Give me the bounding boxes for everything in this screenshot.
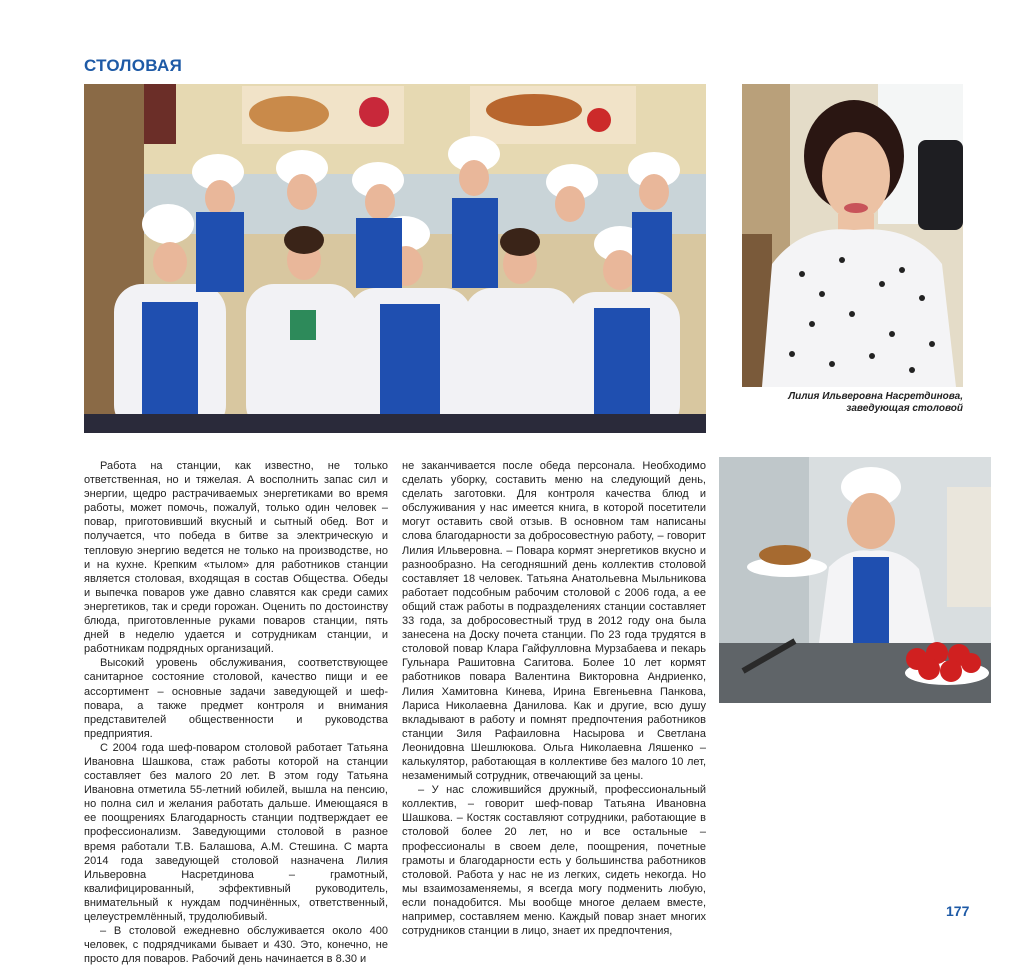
paragraph: С 2004 года шеф-поваром столовой работает Татьяна Ивановна Шашкова, стаж работы которой на станции составляет без малого 20 лет. В этом году Татьяна Ивановна отметила 55-летний юбилей, вышла на пенсию, но полна сил и желания работать дальше. Имеющаяся в ее поощрениях Благодарность станции подтверждает ее профессионализм. Заведующими столовой в разное время работали Т.В. Балашова, А.М. Стешина. С марта 2014 года заведующей столовой назначена Лилия Ильверовна Насретдинова – грамотный, квалифицированный, эффективный руководитель, внимательный к нуждам подчинённых, ответственный, целеустремлённый, трудолюбивый. bbox=[84, 741, 388, 923]
section-title: СТОЛОВАЯ bbox=[84, 56, 183, 75]
article-column-left bbox=[84, 459, 388, 966]
caption-name: Лилия Ильверовна Насретдинова, bbox=[788, 391, 963, 402]
group-photo bbox=[84, 84, 706, 433]
paragraph: – В столовой ежедневно обслуживается около 400 человек, с подрядчиками бывает и 430. Это, конечно, не просто для поваров. Рабочий день начинается в 8.30 и bbox=[84, 925, 388, 966]
chef-photo bbox=[719, 457, 991, 703]
paragraph: – У нас сложившийся дружный, профессиональный коллектив, – говорит шеф-повар Татьяна Ивановна Шашкова. – Костяк составляют сотрудники, работающие в столовой более 20 лет, но и все остальные – профессионалы в своем деле, поощрения, почетные грамоты и благодарности есть у большинства работников столовой. Работа у нас не из легких, сидеть некогда. Но мы взаимозаменяемы, я всегда могу подменить любую, если понадобится. Мы вообще многое делаем вместе, например, составляем меню. Каждый повар знает многих сотрудников станции в лицо, знает их предпочтения, bbox=[402, 784, 706, 938]
article-column-right bbox=[402, 459, 706, 938]
page-number: 177 bbox=[946, 903, 970, 919]
paragraph: Работа на станции, как известно, не только ответственная, но и тяжелая. А восполнить запас сил и энергии, щедро растрачиваемых энергетиками во время работы, может помочь, пожалуй, только один человек – повар, приготовивший вкусный и сытный обед. Вот и получается, что победа в битве за электрическую и тепловую энергию ведется не только на производстве, но и на кухне. Крепким «тылом» для работников станции является столовая, входящая в состав Общества. Обеды и выпечка поваров уже давно славятся как среди самих энергетиков, так и среди горожан. Оценить по достоинству блюда, приготовленные руками поваров станции, пять дней в неделю удается и сотрудникам станции, и работникам подрядных организаций. bbox=[84, 460, 388, 656]
portrait-photo bbox=[742, 84, 963, 387]
paragraph: не заканчивается после обеда персонала. Необходимо сделать уборку, составить меню на следующий день, сделать заготовки. Для контроля качества блюд и обслуживания у нас имеется книга, в которой посетители могут оставить свой отзыв. В основном там написаны слова благодарности за добросовестную работу, – говорит Лилия Ильверовна. – Повара кормят энергетиков вкусно и разнообразно. На сегодняшний день коллектив столовой составляет 18 человек. Татьяна Анатольевна Мыльникова работает подсобным рабочим столовой с 2006 года, а ее общий стаж работы в подразделениях станции составляет 33 года, за добросовестный труд в 2012 году она была занесена на Доску почета станции. По 23 года трудятся в столовой повар Клара Гайфулловна Мурзабаева и пекарь Гульнара Рашитовна Сагитова. Более 10 лет кормят работников повара Валентина Викторовна Андриенко, Лилия Хамитовна Кинева, Ирина Евгеньевна Панкова, Лариса Николаевна Данилова. Как и другие, всю душу вкладывают в работу и помнят предпочтения работников станции Зиля Рафаиловна Насырова и Светлана Леонидовна Шешлюкова. Ольга Николаевна Ляшенко – калькулятор, работающая в коллективе без малого 10 лет, незаменимый сотрудник, отвечающий за цены. bbox=[402, 460, 706, 783]
portrait-caption bbox=[742, 391, 963, 415]
paragraph: Высокий уровень обслуживания, соответствующее санитарное состояние столовой, качество пищи и ее ассортимент – основные задачи заведующей и шеф-повара, а также предмет контроля и внимания представителей общественности и руководства предприятия. bbox=[84, 657, 388, 740]
caption-position: заведующая столовой bbox=[846, 403, 963, 414]
